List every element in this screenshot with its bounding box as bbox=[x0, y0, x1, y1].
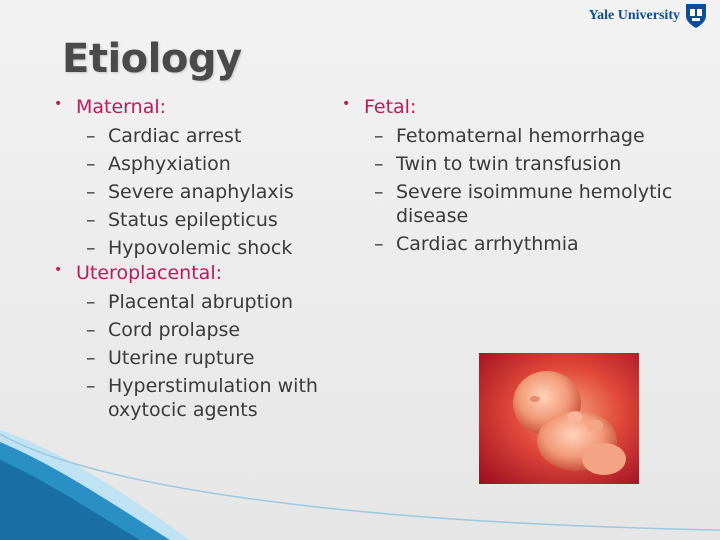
dash-marker: – bbox=[86, 209, 96, 231]
item-text: Twin to twin transfusion bbox=[396, 153, 622, 175]
bullet-marker: • bbox=[54, 96, 63, 112]
list-item bbox=[374, 180, 692, 228]
dash-marker: – bbox=[86, 181, 96, 203]
university-logo bbox=[589, 2, 708, 30]
list-item bbox=[86, 180, 344, 204]
item-text: Cardiac arrest bbox=[108, 125, 242, 147]
list-item bbox=[86, 208, 344, 232]
list-item bbox=[86, 236, 344, 260]
list-item bbox=[374, 232, 692, 256]
dash-marker: – bbox=[374, 181, 384, 203]
item-text: Uterine rupture bbox=[108, 347, 255, 369]
slide-title: Etiology bbox=[62, 36, 242, 82]
list-item bbox=[86, 346, 344, 370]
uteroplacental-heading: Uteroplacental: bbox=[76, 262, 222, 284]
logo-text: Yale University bbox=[588, 8, 680, 23]
uteroplacental-group bbox=[54, 260, 344, 422]
list-item bbox=[86, 152, 344, 176]
dash-marker: – bbox=[374, 125, 384, 147]
dash-marker: – bbox=[86, 125, 96, 147]
fetal-group bbox=[342, 94, 692, 256]
dash-marker: – bbox=[86, 237, 96, 259]
left-column bbox=[54, 94, 344, 422]
item-text: Cord prolapse bbox=[108, 319, 241, 341]
list-item bbox=[374, 124, 692, 148]
dash-marker: – bbox=[86, 153, 96, 175]
dash-marker: – bbox=[86, 291, 96, 313]
fetal-heading: Fetal: bbox=[364, 96, 417, 118]
bullet-marker: • bbox=[54, 262, 63, 278]
list-item bbox=[374, 152, 692, 176]
item-text: Fetomaternal hemorrhage bbox=[396, 125, 645, 147]
item-text: Asphyxiation bbox=[108, 153, 231, 175]
dash-marker: – bbox=[86, 319, 96, 341]
item-text: Severe anaphylaxis bbox=[108, 181, 294, 203]
shield-icon bbox=[684, 2, 708, 30]
decorative-swoosh bbox=[0, 410, 720, 540]
item-text: Cardiac arrhythmia bbox=[396, 233, 579, 255]
right-column bbox=[342, 94, 692, 256]
dash-marker: – bbox=[86, 375, 96, 397]
list-item bbox=[86, 290, 344, 314]
maternal-heading: Maternal: bbox=[76, 96, 167, 118]
bullet-marker: • bbox=[342, 96, 351, 112]
dash-marker: – bbox=[374, 153, 384, 175]
list-item bbox=[86, 124, 344, 148]
maternal-group bbox=[54, 94, 344, 260]
item-text: Hypovolemic shock bbox=[108, 237, 293, 259]
item-text: Placental abruption bbox=[108, 291, 293, 313]
item-text: Severe isoimmune hemolytic disease bbox=[396, 181, 673, 227]
item-text: Status epilepticus bbox=[108, 209, 278, 231]
item-text: Hyperstimulation with oxytocic agents bbox=[108, 375, 318, 421]
dash-marker: – bbox=[86, 347, 96, 369]
dash-marker: – bbox=[374, 233, 384, 255]
list-item bbox=[86, 318, 344, 342]
